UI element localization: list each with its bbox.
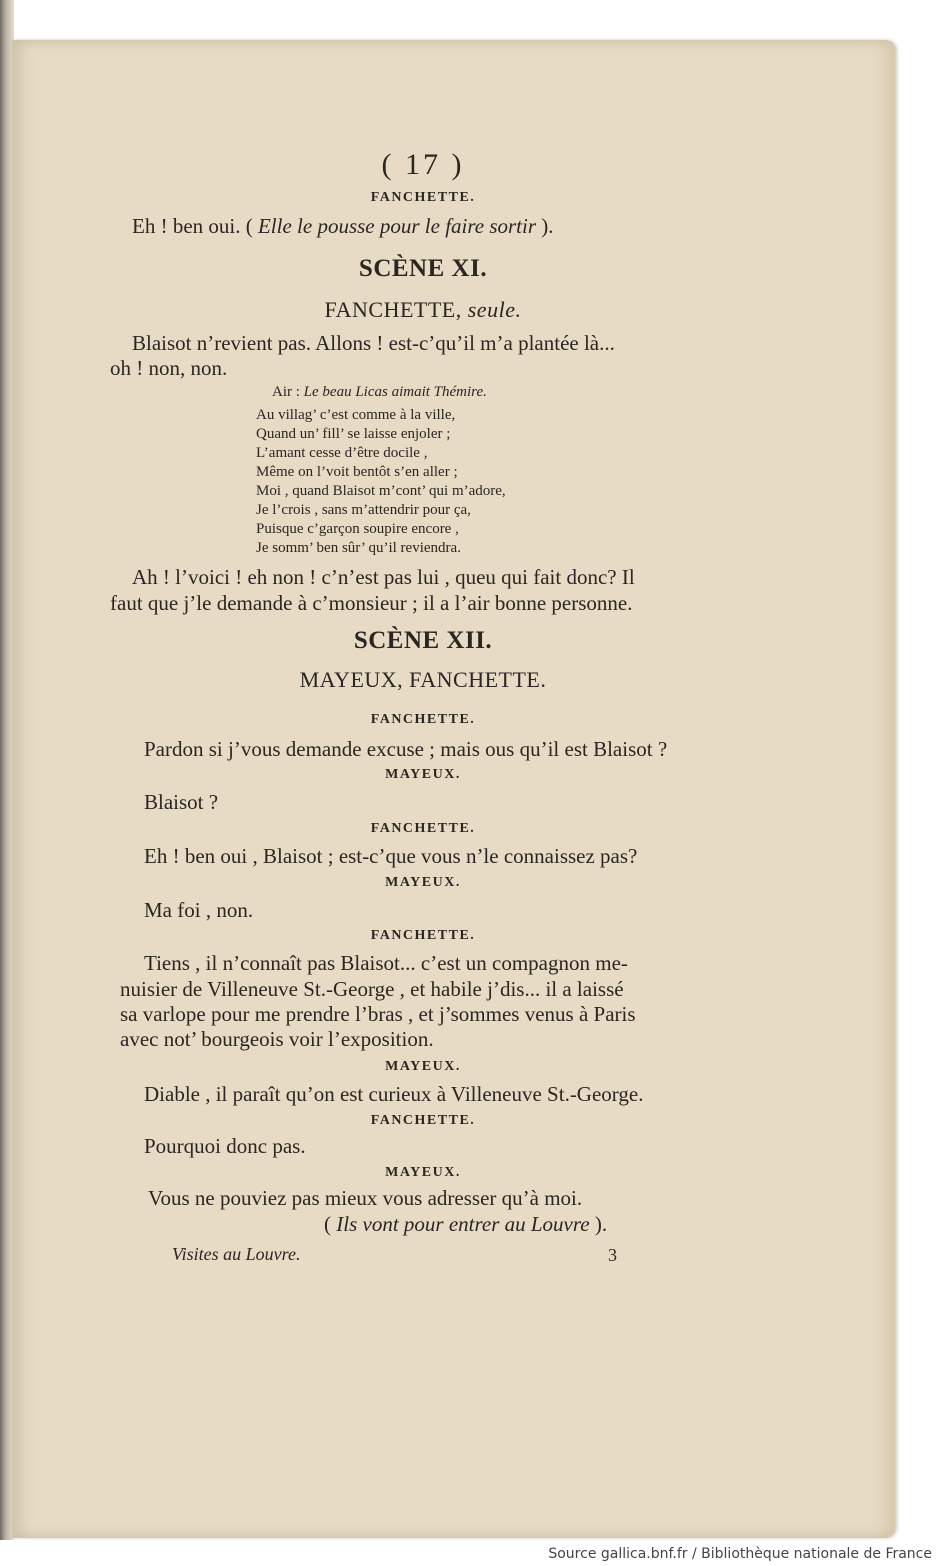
speaker-label: FANCHETTE.: [370, 928, 476, 943]
speaker-label: FANCHETTE.: [370, 821, 476, 836]
air-title: Air : Le beau Licas aimait Thémire.: [272, 384, 487, 400]
dialogue-line: oh ! non, non.: [110, 356, 228, 380]
speaker-label: MAYEUX.: [385, 875, 461, 890]
dialogue-line: Eh ! ben oui. ( Elle le pousse pour le faire sortir ).: [132, 214, 554, 238]
dialogue-line: Vous ne pouviez pas mieux vous adresser qu’à moi.: [148, 1186, 583, 1210]
stage-direction: Elle le pousse pour le faire sortir: [257, 214, 537, 238]
speaker-label: MAYEUX.: [385, 1165, 461, 1180]
dialogue-line: Ah ! l’voici ! eh non ! c’n’est pas lui , queu qui fait donc? Il: [132, 565, 635, 589]
dialogue-line: Diable , il paraît qu’on est curieux à Villeneuve St.-George.: [144, 1082, 644, 1106]
verse-line: Quand un’ fill’ se laisse enjoler ;: [256, 426, 451, 442]
speaker-label: FANCHETTE.: [370, 1113, 476, 1128]
dialogue-line: Blaisot n’revient pas. Allons ! est-c’qu’il m’a plantée là...: [132, 331, 615, 355]
dialogue-line: Pourquoi donc pas.: [144, 1134, 306, 1158]
dialogue-line: sa varlope pour me prendre l’bras , et j’sommes venus à Paris: [120, 1002, 636, 1026]
stage-direction: Ils vont pour entrer au Louvre: [336, 1212, 590, 1236]
verse-line: Puisque c’garçon soupire encore ,: [256, 521, 459, 537]
speaker-label: MAYEUX.: [385, 1059, 461, 1074]
dialogue-line: Pardon si j’vous demande excuse ; mais ous qu’il est Blaisot ?: [144, 737, 668, 761]
scene-characters: FANCHETTE, seule.: [324, 297, 522, 322]
speaker-label: MAYEUX.: [385, 767, 461, 782]
verse-line: Moi , quand Blaisot m’cont’ qui m’adore,: [256, 483, 506, 499]
stage-direction-line: ( Ils vont pour entrer au Louvre ).: [324, 1212, 608, 1236]
verse-line: Même on l’voit bentôt s’en aller ;: [256, 464, 458, 480]
verse-line: L’amant cesse d’être docile ,: [256, 445, 428, 461]
dialogue-line: Blaisot ?: [144, 790, 219, 814]
source-credit: Source gallica.bnf.fr / Bibliothèque nationale de France: [548, 1546, 932, 1562]
dialogue-line: nuisier de Villeneuve St.-George , et habile j’dis... il a laissé: [120, 977, 624, 1001]
verse-line: Au villag’ c’est comme à la ville,: [256, 407, 456, 423]
speaker-label: FANCHETTE.: [370, 190, 476, 205]
running-footer-title: Visites au Louvre.: [172, 1244, 301, 1264]
dialogue-line: Tiens , il n’connaît pas Blaisot... c’est un compagnon me-: [144, 951, 628, 975]
speaker-label: FANCHETTE.: [370, 712, 476, 727]
scene-heading: SCÈNE XI.: [358, 255, 488, 282]
dialogue-line: Ma foi , non.: [144, 898, 254, 922]
scene-characters: MAYEUX, FANCHETTE.: [299, 667, 547, 692]
verse-line: Je somm’ ben sûr’ qu’il reviendra.: [256, 540, 461, 556]
dialogue-line: faut que j’le demande à c’monsieur ; il a l’air bonne personne.: [110, 591, 633, 615]
scene-heading: SCÈNE XII.: [353, 627, 493, 654]
page-number: ( 17 ): [381, 148, 465, 181]
dialogue-line: Eh ! ben oui , Blaisot ; est-c’que vous n’le connaissez pas?: [144, 844, 638, 868]
verse-line: Je l’crois , sans m’attendrir pour ça,: [256, 502, 471, 518]
signature-mark: 3: [608, 1245, 617, 1265]
dialogue-line: avec not’ bourgeois voir l’exposition.: [120, 1027, 434, 1051]
